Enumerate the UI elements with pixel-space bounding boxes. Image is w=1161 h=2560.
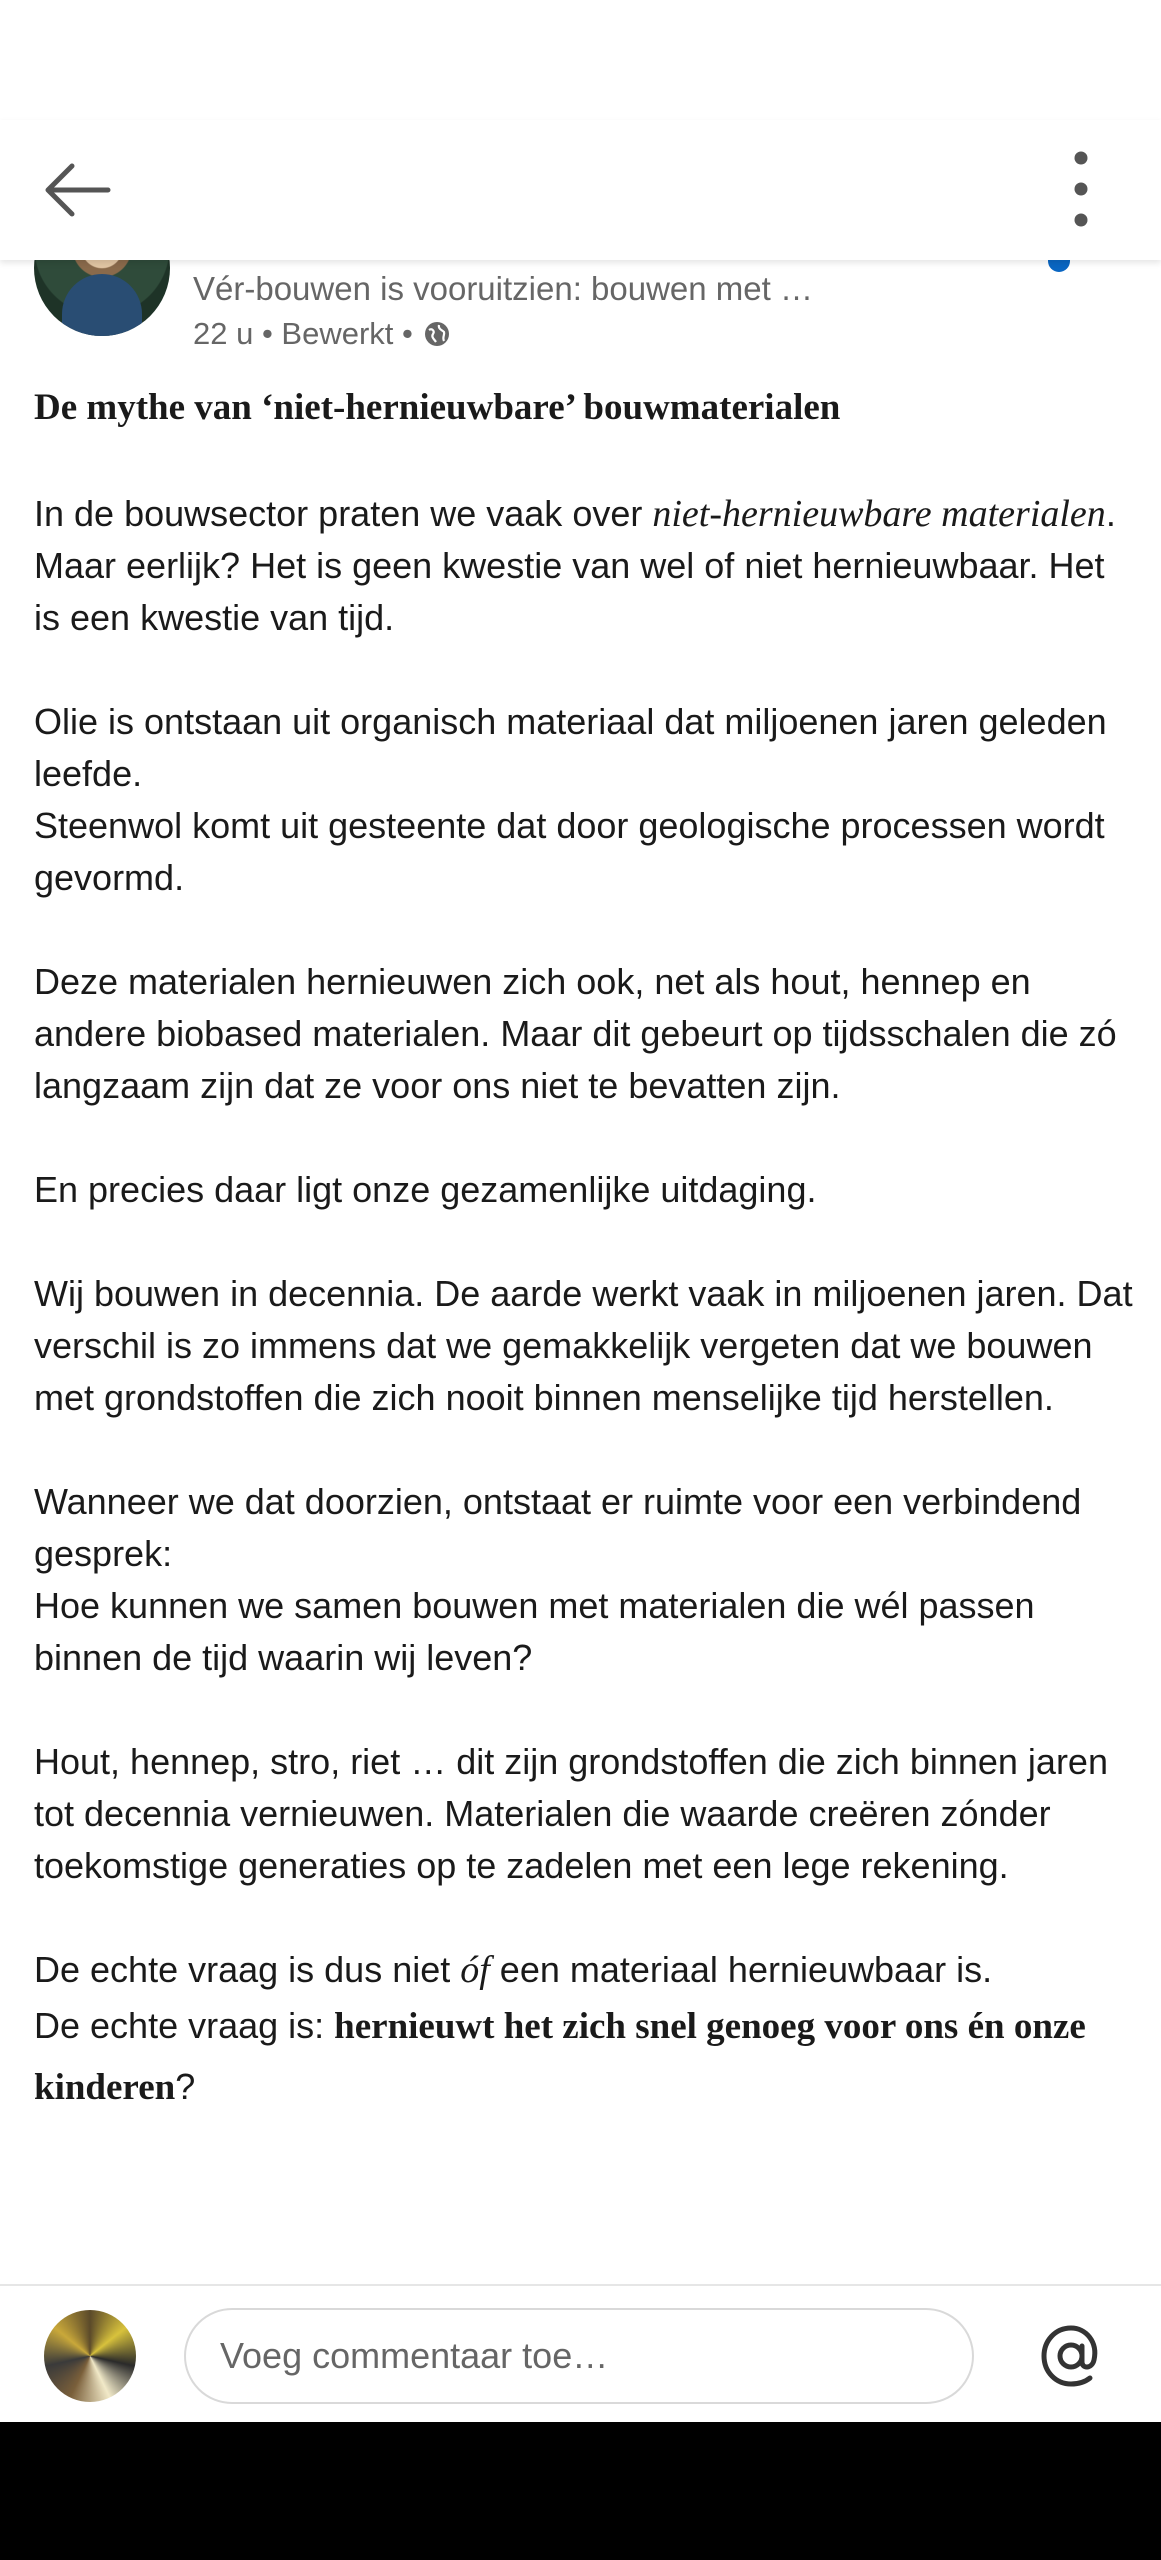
status-bar xyxy=(0,0,1161,120)
post-header xyxy=(0,262,1161,362)
system-navigation-bar xyxy=(0,2422,1161,2560)
comment-bar xyxy=(0,2284,1161,2424)
paragraph-9-bold: hernieuwt het zich snel genoeg voor ons én onze kinderen xyxy=(34,2006,1086,2108)
post-title: De mythe van ‘niet-hernieuwbare’ bouwmaterialen xyxy=(34,387,841,428)
paragraph-8-text-a: De echte vraag is dus niet xyxy=(34,1949,461,1990)
comment-input[interactable]: Voeg commentaar toe… xyxy=(184,2308,974,2404)
paragraph-8 xyxy=(34,1944,1134,1996)
paragraph-9-text-b: ? xyxy=(175,2066,196,2107)
more-options-button[interactable] xyxy=(1040,144,1122,234)
post-meta xyxy=(193,316,451,352)
paragraph-2-line-1: Olie is ontstaan uit organisch materiaal dat miljoenen jaren geleden leefde. xyxy=(34,701,1107,794)
paragraph-8-text-b: een materiaal hernieuwbaar is. xyxy=(489,1949,993,1990)
paragraph-9 xyxy=(34,1996,1134,2118)
back-button[interactable] xyxy=(34,148,124,232)
paragraph-2-line-2: Steenwol komt uit gesteente dat door geologische processen wordt gevormd. xyxy=(34,805,1105,898)
post-meta-text: 22 u • Bewerkt • xyxy=(193,316,413,351)
paragraph-6-line-1: Wanneer we dat doorzien, ontstaat er ruimte voor een verbindend gesprek: xyxy=(34,1481,1082,1574)
mention-button[interactable] xyxy=(1036,2316,1106,2396)
arrow-left-icon xyxy=(34,148,124,232)
globe-icon xyxy=(423,320,451,348)
paragraph-4: En precies daar ligt onze gezamenlijke uitdaging. xyxy=(34,1169,817,1210)
post-body xyxy=(34,380,1134,2118)
paragraph-8-italic: óf xyxy=(460,1949,490,1991)
author-headline: Vér-bouwen is vooruitzien: bouwen met … xyxy=(193,270,813,307)
paragraph-1-text-a: In de bouwsector praten we vaak over xyxy=(34,493,653,534)
paragraph-5: Wij bouwen in decennia. De aarde werkt vaak in miljoenen jaren. Dat verschil is zo immens dat we gemakkelijk vergeten dat we bouwen met grondstoffen die zich nooit binnen menselijke tijd herstellen. xyxy=(34,1273,1133,1418)
app-header xyxy=(0,120,1161,260)
user-avatar[interactable] xyxy=(44,2310,136,2402)
paragraph-1-italic: niet-hernieuwbare materialen xyxy=(652,493,1106,535)
paragraph-9-text-a: De echte vraag is: xyxy=(34,2005,335,2046)
at-sign-icon xyxy=(1036,2316,1106,2396)
paragraph-6-line-2: Hoe kunnen we samen bouwen met materialen die wél passen binnen de tijd waarin wij leven? xyxy=(34,1585,1035,1678)
paragraph-7: Hout, hennep, stro, riet … dit zijn grondstoffen die zich binnen jaren tot decennia vernieuwen. Materialen die waarde creëren zónder toekomstige generaties op te zadelen met een lege rekening. xyxy=(34,1741,1108,1886)
paragraph-3: Deze materialen hernieuwen zich ook, net als hout, hennep en andere biobased materialen. Maar dit gebeurt op tijdsschalen die zó langzaam zijn dat ze voor ons niet te bevatten zijn. xyxy=(34,961,1117,1106)
follow-indicator xyxy=(1048,258,1070,272)
paragraph-1-text-b: . Maar eerlijk? Het is geen kwestie van wel of niet hernieuwbaar. Het is een kwestie van tijd. xyxy=(34,493,1116,638)
paragraph-1 xyxy=(34,488,1134,644)
more-vertical-icon xyxy=(1040,144,1122,234)
